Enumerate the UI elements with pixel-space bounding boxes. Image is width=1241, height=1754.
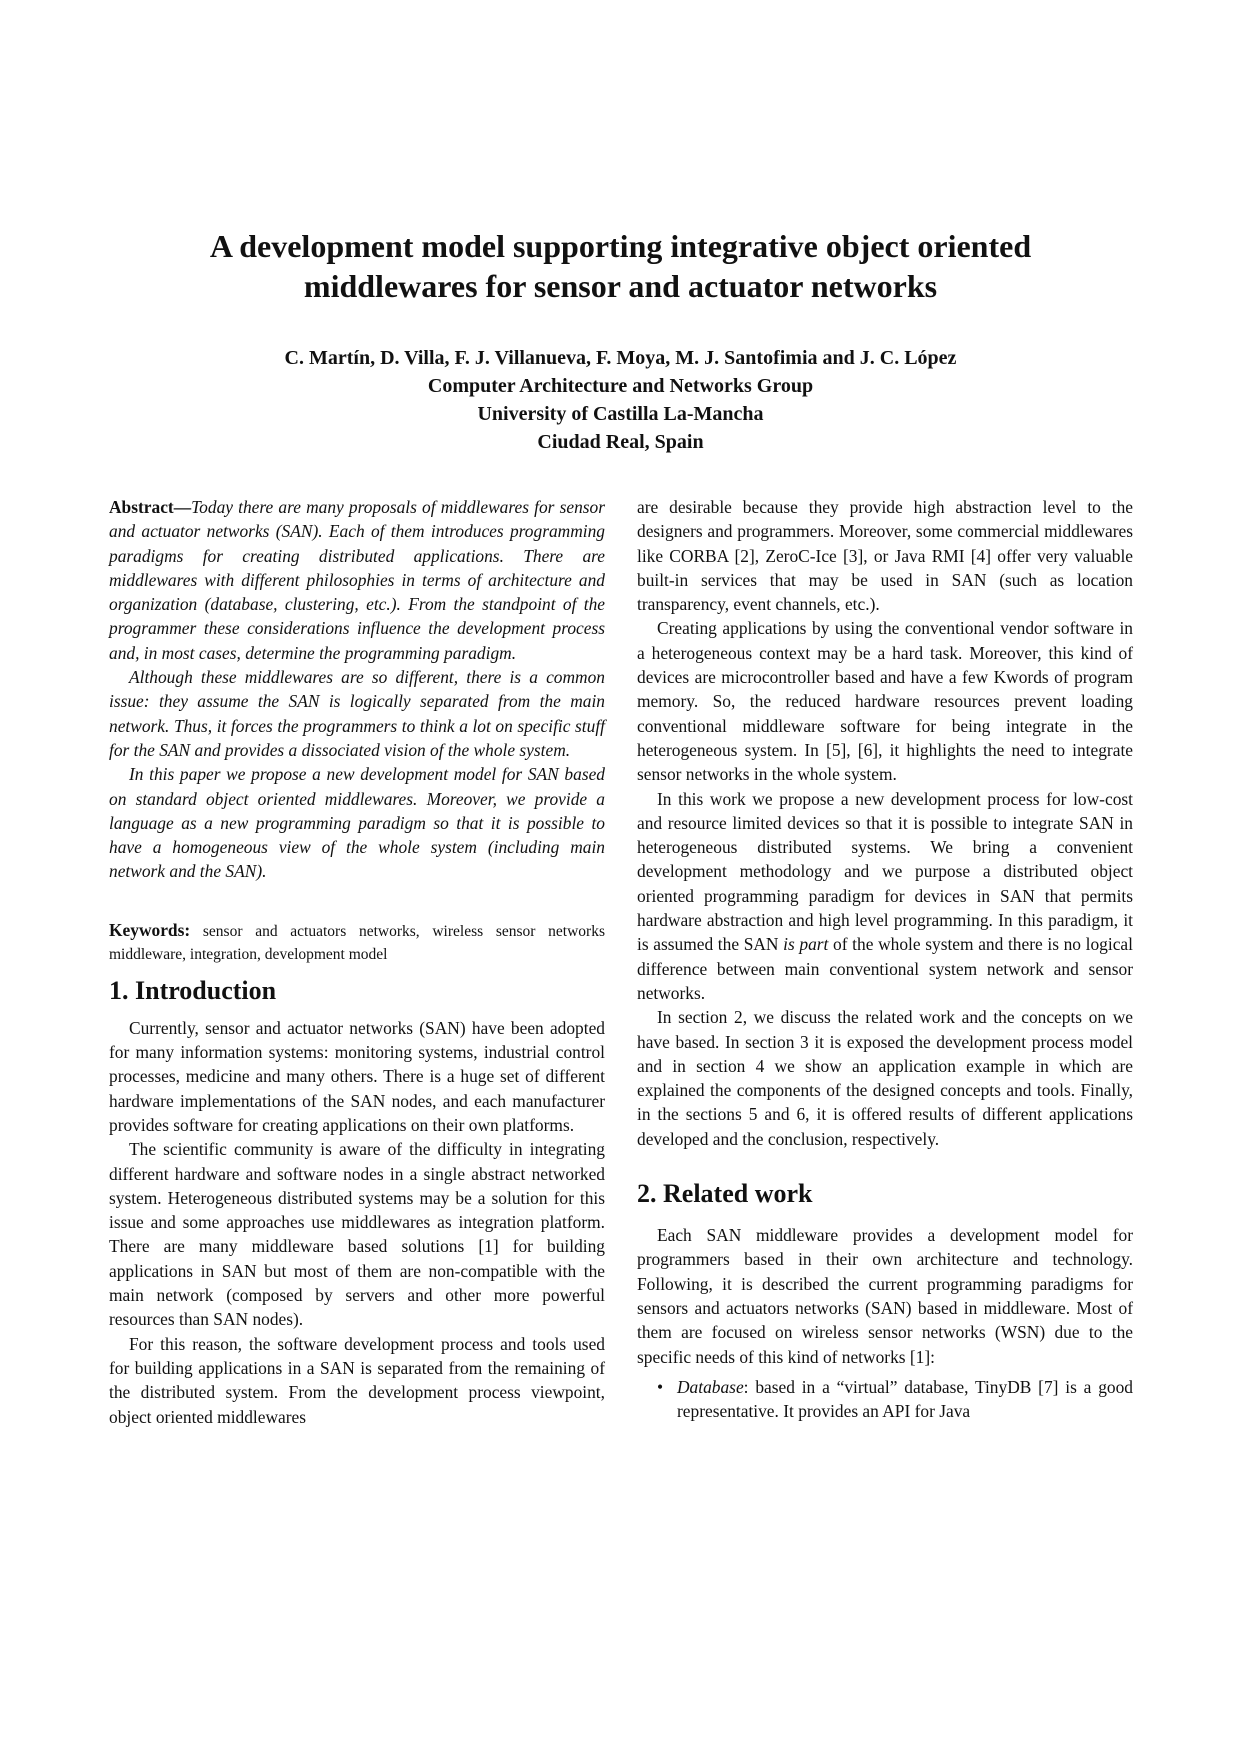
bullet-term: Database	[677, 1376, 744, 1397]
bullet-item	[657, 1375, 1133, 1424]
body-paragraph: In section 2, we discuss the related work and the concepts on we have based. In section 3 it is exposed the development process model and in section 4 we show an application example in which are explained the components of the designed concepts and tools. Finally, in the sections 5 and 6, it is offered results of different applications developed and the conclusion, respectively.	[637, 1007, 1133, 1149]
abstract	[109, 495, 605, 884]
paper-title	[110, 226, 1131, 306]
right-column	[637, 495, 1133, 1423]
affiliation-line: Ciudad Real, Spain	[537, 431, 704, 453]
title-line: A development model supporting integrative object oriented	[209, 228, 1032, 264]
text-run: of the whole system and there is no logical difference between main conventional system network and sensor networks.	[637, 934, 1133, 1003]
abstract-paragraph: Although these middlewares are so different, there is a common issue: they assume the SAN is logically separated from the main network. Thus, it forces the programmers to think a lot on specific stuff for the SAN and provides a dissociated vision of the whole system.	[109, 667, 605, 760]
author-block	[110, 344, 1131, 456]
author-names: C. Martín, D. Villa, F. J. Villanueva, F. Moya, M. J. Santofimia and J. C. López	[284, 347, 957, 369]
bullet-marker: •	[657, 1376, 664, 1397]
body-paragraph: Each SAN middleware provides a development model for programmers based in their own architecture and technology. Following, it is described the current programming paradigms for sensors and actuators networks (SAN) based in middleware. Most of them are focused on wireless sensor networks (WSN) due to the specific needs of this kind of networks [1]:	[637, 1225, 1133, 1367]
keywords	[109, 919, 605, 966]
affiliation-line: Computer Architecture and Networks Group	[427, 375, 814, 397]
abstract-paragraph: In this paper we propose a new development model for SAN based on standard object oriented middlewares. Moreover, we provide a language as a new programming paradigm so that it is possible to have a homogeneous view of the whole system (including main network and the SAN).	[109, 764, 605, 882]
keywords-text: sensor and actuators networks, wireless sensor networks middleware, integration, development model	[109, 922, 605, 963]
affiliation-line: University of Castilla La-Mancha	[477, 403, 764, 425]
abstract-label: Abstract—	[109, 497, 192, 517]
body-paragraph: Currently, sensor and actuator networks (SAN) have been adopted for many information systems: monitoring systems, industrial control processes, medicine and many others. There is a huge set of different hardware implementations of the SAN nodes, and each manufacturer provides software for creating applications on their own platforms.	[109, 1017, 605, 1135]
section-heading: 2. Related work	[637, 1179, 813, 1209]
body-paragraph: The scientific community is aware of the difficulty in integrating different hardware and software nodes in a single abstract networked system. Heterogeneous distributed systems may be a solution for this issue and some approaches use middlewares as integration platform. There are many middleware based solutions [1] for building applications in SAN but most of them are non-compatible with the main network (composed by servers and other more powerful resources than SAN nodes).	[109, 1139, 605, 1330]
bullet-text: : based in a “virtual” database, TinyDB [7] is a good representative. It provides an API for Java	[677, 1376, 1133, 1422]
body-paragraph: For this reason, the software development process and tools used for building applications in a SAN is separated from the remaining of the distributed system. From the development process viewpoint, object oriented middlewares	[109, 1333, 605, 1427]
body-paragraph: Creating applications by using the conventional vendor software in a heterogeneous context may be a hard task. Moreover, this kind of devices are microcontroller based and have a few Kwords of program memory. So, the reduced hardware resources prevent loading conventional middleware software for being integrate in the heterogeneous system. In [5], [6], it highlights the need to integrate sensor networks in the whole system.	[637, 618, 1133, 785]
title-line: middlewares for sensor and actuator networks	[303, 268, 938, 304]
emphasis-text: is part	[783, 934, 829, 955]
keywords-label: Keywords:	[109, 919, 191, 940]
body-paragraph: are desirable because they provide high abstraction level to the designers and programmers. Moreover, some commercial middlewares like CORBA [2], ZeroC-Ice [3], or Java RMI [4] offer very valuable built-in services that may be used in SAN (such as location transparency, event channels, etc.).	[637, 497, 1133, 615]
body-paragraph	[637, 787, 1133, 1006]
abstract-text: Today there are many proposals of middlewares for sensor and actuator networks (SAN). Each of them introduces programming paradigms for creating distributed applications. There are middlewares with different philosophies in terms of architecture and organization (database, clustering, etc.). From the standpoint of the programmer these considerations influence the development process and, in most cases, determine the programming paradigm.	[109, 497, 605, 663]
text-run: In this work we propose a new development process for low-cost and resource limited devices so that it is possible to integrate SAN in heterogeneous distributed systems. We bring a convenient development methodology and we purpose a distributed object oriented programming paradigm for devices in SAN that permits hardware abstraction and high level programming. In this paradigm, it is assumed the SAN	[637, 788, 1133, 955]
left-column	[109, 495, 605, 1429]
bullet-list	[637, 1375, 1133, 1424]
section-heading: 1. Introduction	[109, 975, 277, 1005]
abstract-paragraph	[109, 495, 605, 665]
